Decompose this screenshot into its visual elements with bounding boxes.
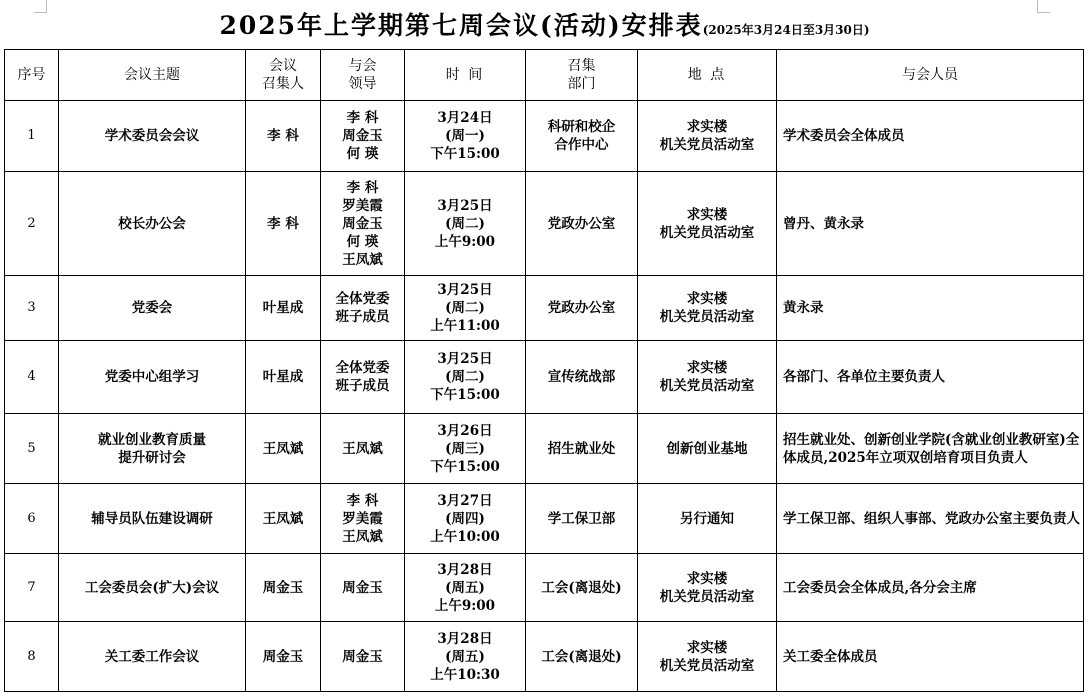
cell-place [638, 172, 777, 276]
table-row [5, 414, 1084, 484]
cell-leaders [321, 622, 405, 692]
table-row [5, 276, 1084, 341]
cell-dept [526, 414, 638, 484]
cell-place-line: 机关党员活动室 [659, 224, 755, 241]
cell-no-line: 7 [27, 579, 36, 595]
cell-time-line: 3月25日 [437, 197, 493, 214]
cell-leaders-line: 王凤斌 [342, 251, 383, 268]
cell-leaders-line: 王凤斌 [342, 528, 383, 545]
cell-place-line: 求实楼 [686, 639, 728, 656]
cell-leaders-line: 全体党委 [335, 360, 390, 376]
cell-convener [246, 484, 321, 554]
cell-leaders [321, 101, 405, 172]
cell-place [638, 276, 777, 341]
cell-place-line: 机关党员活动室 [659, 657, 755, 674]
header-no: 序号 [5, 50, 59, 101]
cell-dept-line: 工会(离退处) [541, 579, 622, 596]
cell-convener-line: 王凤斌 [262, 510, 304, 527]
cell-time-line: 上午10:30 [430, 666, 500, 683]
cell-time-line: 3月27日 [437, 492, 493, 509]
cell-time-line: 上午9:00 [434, 233, 496, 250]
cell-place [638, 341, 777, 414]
cell-topic-line: 就业创业教育质量 [98, 431, 206, 448]
cell-no [5, 341, 59, 414]
cell-time [405, 341, 526, 414]
cell-convener-line: 周金玉 [262, 648, 304, 665]
cell-leaders-line: 何 瑛 [346, 146, 379, 162]
cell-topic-line: 党委中心组学习 [104, 369, 200, 385]
cell-topic [59, 276, 246, 341]
cell-topic-line: 提升研讨会 [118, 449, 186, 466]
cell-topic-line: 关工委工作会议 [104, 648, 200, 665]
cell-leaders-line: 周金玉 [342, 579, 383, 596]
cell-leaders-line: 何 瑛 [346, 233, 379, 250]
schedule-table [4, 49, 1084, 692]
cell-time-line: (周三) [445, 440, 485, 457]
cell-convener-line: 叶星成 [262, 369, 304, 385]
table-row [5, 341, 1084, 414]
table-row [5, 101, 1084, 172]
cell-dept-line: 党政办公室 [547, 300, 616, 316]
cell-time-line: 下午15:00 [430, 146, 500, 162]
cell-dept [526, 276, 638, 341]
cell-dept [526, 554, 638, 622]
table-row [5, 622, 1084, 692]
cell-dept-line: 科研和校企 [547, 119, 616, 135]
cell-topic [59, 414, 246, 484]
header-row [5, 50, 1084, 101]
cell-place-line: 另行通知 [680, 510, 734, 527]
table-row [5, 484, 1084, 554]
cell-dept-line: 宣传统战部 [547, 369, 616, 385]
cell-leaders-line: 李 科 [346, 110, 379, 126]
cell-convener-line: 叶星成 [262, 300, 304, 316]
cell-no [5, 276, 59, 341]
cell-place [638, 622, 777, 692]
cell-time-line: 3月28日 [437, 630, 493, 647]
cell-topic [59, 172, 246, 276]
cell-convener [246, 622, 321, 692]
cell-convener [246, 414, 321, 484]
cell-time-line: 3月25日 [437, 282, 493, 298]
header-time: 时 间 [405, 50, 526, 101]
cell-place [638, 101, 777, 172]
header-topic: 会议主题 [59, 50, 246, 101]
cell-time [405, 484, 526, 554]
cell-time-line: (周五) [445, 579, 485, 596]
cell-dept [526, 622, 638, 692]
cell-leaders-line: 全体党委 [335, 291, 390, 307]
cell-leaders [321, 554, 405, 622]
cell-time-line: 下午15:00 [430, 387, 500, 403]
cell-leaders-line: 周金玉 [342, 648, 383, 665]
cell-place-line: 求实楼 [686, 360, 728, 376]
cell-time-line: 3月28日 [437, 561, 493, 578]
cell-dept [526, 101, 638, 172]
cell-no-line: 3 [27, 300, 36, 315]
cell-time-line: (周四) [445, 510, 485, 527]
cell-topic-line: 校长办公会 [118, 215, 186, 232]
cell-topic [59, 101, 246, 172]
cell-convener-line: 李 科 [267, 215, 299, 232]
cell-time-line: (周二) [445, 300, 485, 316]
cell-no-line: 2 [27, 215, 36, 231]
cell-place-line: 求实楼 [686, 119, 728, 135]
cell-topic-line: 党委会 [131, 300, 173, 316]
cell-convener [246, 341, 321, 414]
cell-place-line: 机关党员活动室 [659, 378, 755, 394]
cell-time-line: 上午10:00 [430, 528, 500, 545]
cell-leaders-line: 罗美霞 [342, 510, 383, 527]
cell-dept [526, 172, 638, 276]
cell-leaders-line: 李 科 [346, 179, 379, 196]
cell-leaders [321, 341, 405, 414]
cell-dept-line: 学工保卫部 [547, 510, 616, 527]
cell-leaders-line: 班子成员 [335, 309, 390, 325]
cell-convener [246, 276, 321, 341]
cell-no-line: 4 [27, 369, 36, 384]
cell-time-line: 3月25日 [437, 351, 493, 367]
cell-topic [59, 622, 246, 692]
table-row [5, 172, 1084, 276]
cell-attendees: 各部门、各单位主要负责人 [777, 341, 1084, 414]
cell-attendees: 学术委员会全体成员 [777, 101, 1084, 172]
cell-place-line: 机关党员活动室 [659, 588, 755, 605]
cell-time-line: 下午15:00 [430, 458, 500, 475]
cell-time [405, 622, 526, 692]
cell-convener [246, 101, 321, 172]
cell-time [405, 172, 526, 276]
cell-attendees: 曾丹、黄永录 [777, 172, 1084, 276]
cell-leaders-line: 周金玉 [342, 128, 383, 144]
cell-leaders-line: 李 科 [346, 492, 379, 509]
cell-topic-line: 工会委员会(扩大)会议 [84, 579, 220, 596]
cell-attendees: 学工保卫部、组织人事部、党政办公室主要负责人 [777, 484, 1084, 554]
cell-topic-line: 辅导员队伍建设调研 [91, 510, 213, 527]
cell-attendees: 黄永录 [777, 276, 1084, 341]
cell-dept-line: 招生就业处 [547, 440, 616, 457]
cell-time-line: (周二) [445, 215, 485, 232]
cell-place-line: 求实楼 [686, 206, 728, 223]
cell-place-line: 求实楼 [686, 291, 728, 307]
cell-time [405, 101, 526, 172]
cell-convener-line: 李 科 [267, 128, 299, 144]
cell-dept-line: 工会(离退处) [541, 648, 622, 665]
header-attendees: 与会人员 [777, 50, 1084, 101]
cell-time [405, 276, 526, 341]
cell-no [5, 554, 59, 622]
cell-convener-line: 周金玉 [262, 579, 304, 596]
cell-no-line: 5 [27, 440, 36, 456]
cell-time-line: 上午9:00 [434, 597, 496, 614]
cell-place-line: 求实楼 [686, 570, 728, 587]
cell-no-line: 6 [27, 510, 36, 526]
cell-dept-line: 合作中心 [554, 137, 609, 153]
cell-time-line: 3月24日 [437, 110, 493, 126]
cell-leaders [321, 414, 405, 484]
cell-no [5, 172, 59, 276]
cell-place-line: 机关党员活动室 [659, 137, 755, 153]
cell-topic [59, 554, 246, 622]
cell-place [638, 414, 777, 484]
cell-no-line: 8 [27, 648, 36, 664]
table-row [5, 554, 1084, 622]
cell-no [5, 622, 59, 692]
header-dept: 召集 部门 [526, 50, 638, 101]
cell-topic-line: 学术委员会会议 [104, 128, 200, 144]
cell-dept [526, 484, 638, 554]
cell-time-line: 3月26日 [437, 422, 493, 439]
cell-leaders-line: 周金玉 [342, 215, 383, 232]
cell-no-line: 1 [27, 128, 36, 143]
cell-convener [246, 172, 321, 276]
cell-place-line: 机关党员活动室 [659, 309, 755, 325]
cell-no [5, 414, 59, 484]
cell-time [405, 414, 526, 484]
header-place: 地 点 [638, 50, 777, 101]
cell-leaders [321, 484, 405, 554]
cell-time-line: (周五) [445, 648, 485, 665]
cell-attendees: 工会委员会全体成员,各分会主席 [777, 554, 1084, 622]
title-date-range: (2025年3月24日至3月30日) [702, 23, 870, 37]
header-convener: 会议 召集人 [246, 50, 321, 101]
cell-leaders-line: 罗美霞 [342, 197, 383, 214]
cell-dept-line: 党政办公室 [547, 215, 616, 232]
cell-leaders [321, 172, 405, 276]
cell-time-line: (周二) [445, 369, 485, 385]
cell-topic [59, 341, 246, 414]
cell-no [5, 484, 59, 554]
document-title [0, 6, 1089, 42]
cell-time-line: (周一) [445, 128, 485, 144]
header-leaders: 与会 领导 [321, 50, 405, 101]
cell-place-line: 创新创业基地 [666, 440, 748, 457]
cell-place [638, 484, 777, 554]
cell-topic [59, 484, 246, 554]
cell-convener-line: 王凤斌 [262, 440, 304, 457]
cell-time [405, 554, 526, 622]
cell-time-line: 上午11:00 [430, 318, 500, 334]
cell-leaders [321, 276, 405, 341]
title-main: 2025年上学期第七周会议(活动)安排表 [219, 11, 703, 40]
cell-convener [246, 554, 321, 622]
cell-attendees: 关工委全体成员 [777, 622, 1084, 692]
cell-place [638, 554, 777, 622]
cell-dept [526, 341, 638, 414]
cell-leaders-line: 班子成员 [335, 378, 390, 394]
cell-leaders-line: 王凤斌 [342, 440, 383, 457]
cell-attendees: 招生就业处、创新创业学院(含就业创业教研室)全体成员,2025年立项双创培育项目负责人 [777, 414, 1084, 484]
cell-no [5, 101, 59, 172]
